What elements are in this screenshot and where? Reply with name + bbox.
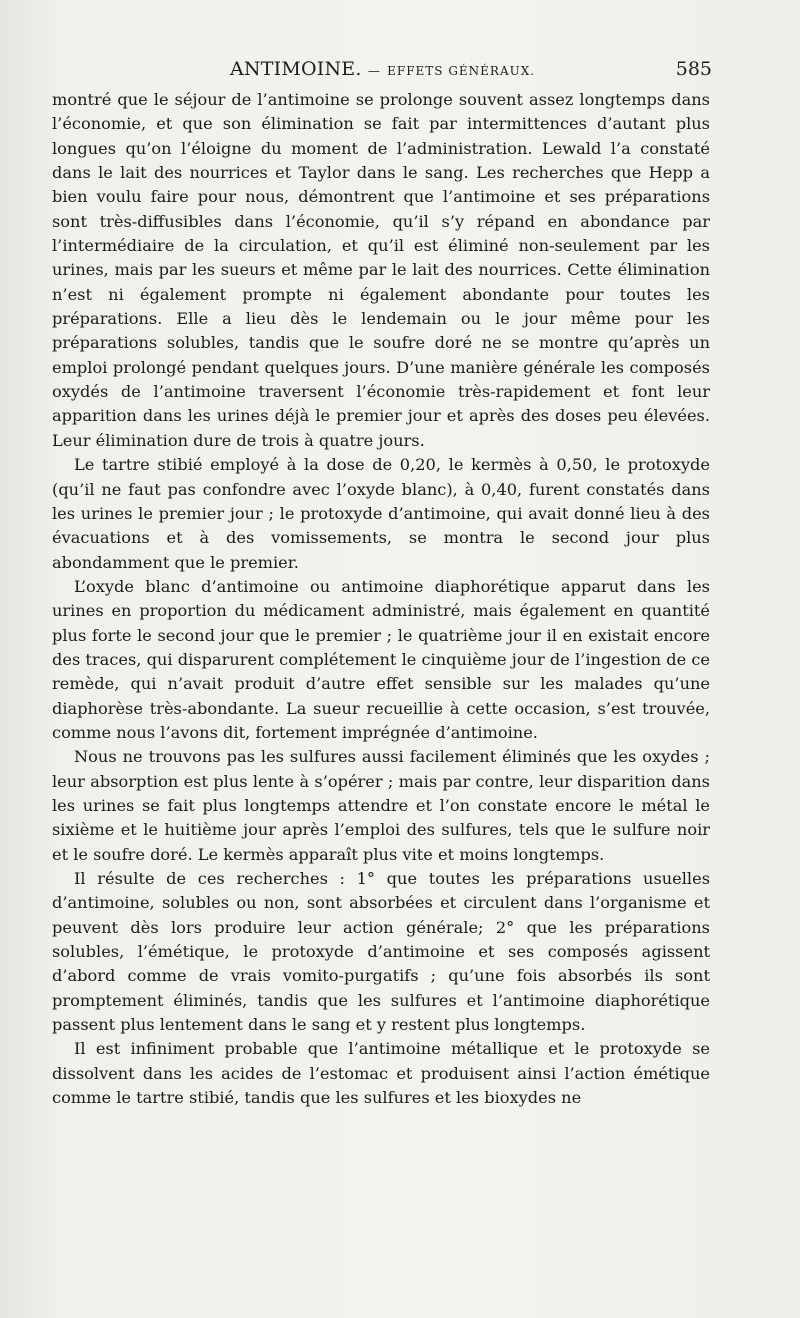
paragraph: Le tartre stibié employé à la dose de 0,20, le kermès à 0,50, le protoxyde (qu’il ne faut pas confondre avec l’oxyde blanc), à 0,40, furent constatés dans les urines le premier jour ; le protoxyde d’antimoine, qui avait donné lieu à des évacuations et à des vomissements, se montra le second jour plus abondamment que le premier. <box>52 455 710 572</box>
header-section: EFFETS GÉNÉRAUX. <box>387 64 536 78</box>
paragraph: L’oxyde blanc d’antimoine ou antimoine diaphorétique apparut dans les urines en proportion du médicament administré, mais également en quantité plus forte le second jour que le premier ; le quatrième jour il en existait encore des traces, qui disparurent complétement le cinquième jour de l’ingestion de ce remède, qui n’avait produit d’autre effet sensible sur les malades qu’une diaphorèse très-abondante. La sueur recueillie à cette occasion, s’est trouvée, comme nous l’avons dit, fortement imprégnée d’antimoine. <box>52 576 710 742</box>
running-title <box>230 58 535 80</box>
running-header <box>52 52 712 88</box>
paragraph: Il résulte de ces recherches : 1° que toutes les préparations usuelles d’antimoine, solubles ou non, sont absorbées et circulent dans l’organisme et peuvent dès lors produire leur action générale; 2° que les préparations solubles, l’émétique, le protoxyde d’antimoine et ses composés agissent d’abord comme de vrais vomito-purgatifs ; qu’une fois absorbés ils sont promptement éliminés, tandis que les sulfures et l’antimoine diaphorétique passent plus lentement dans le sang et y restent plus longtemps. <box>52 869 710 1035</box>
page-number: 585 <box>675 58 712 80</box>
paragraph: montré que le séjour de l’antimoine se prolonge souvent assez longtemps dans l’économie, et que son élimination se fait par intermittences d’autant plus longues qu’on l’éloigne du moment de l’administration. Lewald l’a constaté dans le lait des nourrices et Taylor dans le sang. Les recherches que Hepp a bien voulu faire pour nous, démontrent que l’antimoine et ses préparations sont très-diffusibles dans l’économie, qu’il s’y répand en abondance par l’intermédiaire de la circulation, et qu’il est éliminé non-seulement par les urines, mais par les sueurs et même par le lait des nourrices. Cette élimination n’est ni également prompte ni également abondante pour toutes les préparations. Elle a lieu dès le lendemain ou le jour même pour les préparations solubles, tandis que le soufre doré ne se montre qu’après un emploi prolongé pendant quelques jours. D’une manière générale les composés oxydés de l’antimoine traversent l’économie très-rapidement et font leur apparition dans les urines déjà le premier jour et après des doses peu élevées. Leur élimination dure de trois à quatre jours. <box>52 90 710 450</box>
header-title: ANTIMOINE. <box>230 58 362 80</box>
header-dash: — <box>367 64 381 78</box>
paragraph: Nous ne trouvons pas les sulfures aussi facilement éliminés que les oxydes ; leur absorption est plus lente à s’opérer ; mais par contre, leur disparition dans les urines se fait plus longtemps attendre et l’on constate encore le métal le sixième et le huitième jour après l’emploi des sulfures, tels que le sulfure noir et le soufre doré. Le kermès apparaît plus vite et moins longtemps. <box>52 747 710 864</box>
body-text <box>52 88 710 1110</box>
paragraph: Il est infiniment probable que l’antimoine métallique et le protoxyde se dissolvent dans les acides de l’estomac et produisent ainsi l’action émétique comme le tartre stibié, tandis que les sulfures et les bioxydes ne <box>52 1039 710 1108</box>
